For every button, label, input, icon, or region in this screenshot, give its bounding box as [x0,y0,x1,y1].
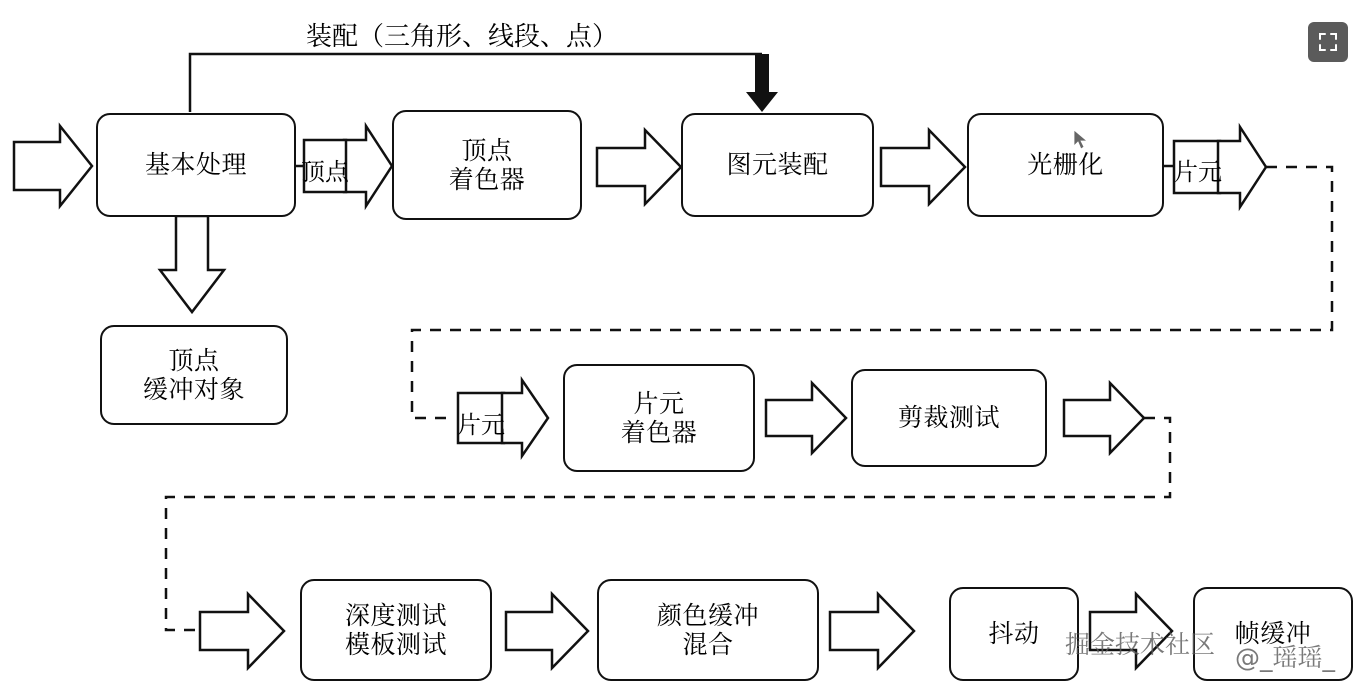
node-label-line2: 模板测试 [344,630,447,659]
node-label-line1: 帧缓冲 [1234,619,1312,649]
node-rasterization[interactable] [967,113,1164,217]
fullscreen-icon [1317,31,1339,53]
arrow-into-fshader [502,380,548,456]
node-label-line1: 剪裁测试 [897,403,1000,433]
assembly-title-label: 装配（三角形、线段、点） [306,22,619,52]
node-label-line1: 顶点 [461,135,513,165]
node-color-buffer-blend[interactable] [597,579,819,681]
arrow-into-depthstencil [200,594,284,668]
arrow-cliptest-out [1064,383,1144,453]
edge-label-fragment-in: 片元 [457,411,505,439]
node-primitive-assembly[interactable] [681,113,874,217]
node-dither[interactable] [949,587,1079,681]
node-vertex-shader[interactable] [392,110,582,220]
arrow-feedback-down [746,54,778,112]
edge-label-fragment-out: 片元 [1174,158,1222,186]
node-fragment-shader[interactable] [563,364,755,472]
node-label-line2: 着色器 [620,418,698,447]
node-label-line1: 图元装配 [726,150,829,180]
node-label-line1: 光栅化 [1027,150,1104,180]
node-depth-stencil-test[interactable] [300,579,492,681]
node-basic-processing[interactable] [96,113,296,217]
arrow-depth-to-color [506,594,588,668]
watermark-site: 掘金技术社区 [1065,630,1216,659]
node-label-line1: 颜色缓冲 [656,600,759,630]
arrow-raster-out [1218,127,1266,207]
arrow-basic-to-vbo [160,216,224,312]
fullscreen-button[interactable] [1308,22,1348,62]
node-label-line1: 片元 [633,388,685,418]
edge-label-vertex: 顶点 [301,158,349,186]
node-label-line2: 缓冲对象 [142,375,245,404]
node-label-line2: 着色器 [448,165,526,194]
arrow-assembly-to-raster [881,130,965,204]
arrow-input [14,126,92,206]
node-clip-test[interactable] [851,369,1047,467]
arrow-fshader-to-cliptest [766,383,846,453]
node-label-line1: 顶点 [168,345,220,375]
feedback-line-assembly [190,54,762,112]
watermark-user: @_瑶瑶_ [1235,643,1336,672]
arrow-color-to-dither [830,594,914,668]
node-label-line1: 抖动 [988,619,1040,649]
arrow-vertex-to-vshader [344,126,392,206]
node-label-line1: 基本处理 [144,150,247,180]
node-vertex-buffer-object[interactable] [100,325,288,425]
node-label-line1: 深度测试 [344,600,447,630]
arrow-vshader-to-assembly [597,130,681,204]
node-label-line2: 混合 [682,630,734,659]
